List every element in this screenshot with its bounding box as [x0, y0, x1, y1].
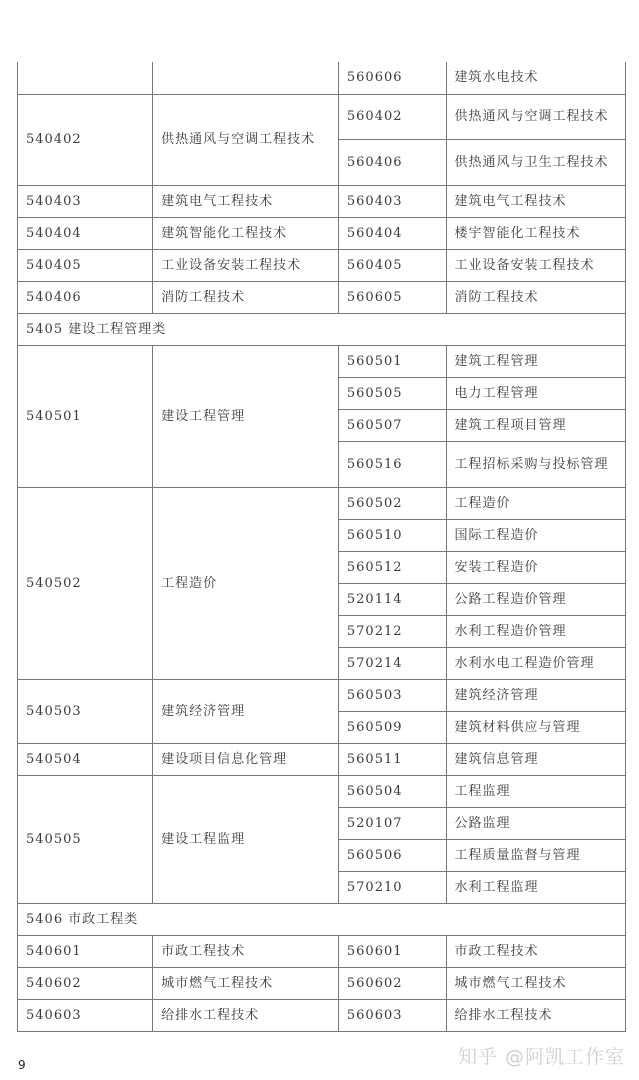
- table-row: [18, 217, 626, 249]
- old-name-cell: 消防工程技术: [153, 281, 339, 313]
- new-name-cell: 水利工程监理: [446, 871, 625, 903]
- category-heading: 5405 建设工程管理类: [18, 313, 626, 345]
- new-code-cell: 560503: [338, 679, 446, 711]
- old-code-cell: 540505: [18, 775, 153, 903]
- old-code-cell: 540403: [18, 185, 153, 217]
- new-code-cell: 520114: [338, 583, 446, 615]
- category-row: [18, 903, 626, 935]
- new-code-cell: 560501: [338, 345, 446, 377]
- new-name-cell: 工程招标采购与投标管理: [446, 441, 625, 487]
- old-name-cell: 市政工程技术: [153, 935, 339, 967]
- new-code-cell: 560404: [338, 217, 446, 249]
- new-code-cell: 560505: [338, 377, 446, 409]
- new-code-cell: 560506: [338, 839, 446, 871]
- new-name-cell: 建筑电气工程技术: [446, 185, 625, 217]
- old-code-cell: 540503: [18, 679, 153, 743]
- new-name-cell: 建筑工程管理: [446, 345, 625, 377]
- table-row: [18, 775, 626, 807]
- new-name-cell: 供热通风与空调工程技术: [446, 94, 625, 139]
- table-row: [18, 935, 626, 967]
- old-code-cell: 540404: [18, 217, 153, 249]
- new-name-cell: 工程造价: [446, 487, 625, 519]
- new-code-cell: 560516: [338, 441, 446, 487]
- old-code-cell: 540603: [18, 999, 153, 1031]
- old-name-cell: 建筑电气工程技术: [153, 185, 339, 217]
- new-code-cell: 560601: [338, 935, 446, 967]
- old-code-cell: 540406: [18, 281, 153, 313]
- old-name-cell: 建设工程管理: [153, 345, 339, 487]
- new-name-cell: 给排水工程技术: [446, 999, 625, 1031]
- new-code-cell: 560507: [338, 409, 446, 441]
- new-name-cell: 建筑水电技术: [446, 62, 625, 94]
- new-name-cell: 安装工程造价: [446, 551, 625, 583]
- new-code-cell: 570212: [338, 615, 446, 647]
- new-name-cell: 消防工程技术: [446, 281, 625, 313]
- new-code-cell: 560512: [338, 551, 446, 583]
- new-name-cell: 建筑工程项目管理: [446, 409, 625, 441]
- new-code-cell: 560403: [338, 185, 446, 217]
- old-name-cell: [153, 62, 339, 94]
- old-name-cell: 建设工程监理: [153, 775, 339, 903]
- table-row: [18, 743, 626, 775]
- new-name-cell: 工程监理: [446, 775, 625, 807]
- new-code-cell: 560511: [338, 743, 446, 775]
- new-code-cell: 560405: [338, 249, 446, 281]
- new-name-cell: 供热通风与卫生工程技术: [446, 139, 625, 185]
- old-code-cell: 540405: [18, 249, 153, 281]
- page-number: 9: [18, 1058, 26, 1072]
- new-name-cell: 建筑信息管理: [446, 743, 625, 775]
- old-code-cell: 540402: [18, 94, 153, 185]
- old-code-cell: 540501: [18, 345, 153, 487]
- new-code-cell: 560406: [338, 139, 446, 185]
- new-name-cell: 建筑材料供应与管理: [446, 711, 625, 743]
- table-row: [18, 967, 626, 999]
- new-name-cell: 楼宇智能化工程技术: [446, 217, 625, 249]
- new-name-cell: 国际工程造价: [446, 519, 625, 551]
- new-code-cell: 570210: [338, 871, 446, 903]
- new-code-cell: 520107: [338, 807, 446, 839]
- new-name-cell: 水利工程造价管理: [446, 615, 625, 647]
- table-row: [18, 185, 626, 217]
- old-name-cell: 工程造价: [153, 487, 339, 679]
- old-name-cell: 建筑经济管理: [153, 679, 339, 743]
- table-row: [18, 345, 626, 377]
- old-name-cell: 建筑智能化工程技术: [153, 217, 339, 249]
- new-name-cell: 公路监理: [446, 807, 625, 839]
- category-row: [18, 313, 626, 345]
- new-name-cell: 建筑经济管理: [446, 679, 625, 711]
- category-heading: 5406 市政工程类: [18, 903, 626, 935]
- old-name-cell: 供热通风与空调工程技术: [153, 94, 339, 185]
- new-name-cell: 公路工程造价管理: [446, 583, 625, 615]
- table-row: [18, 487, 626, 519]
- old-name-cell: 工业设备安装工程技术: [153, 249, 339, 281]
- table-row: [18, 999, 626, 1031]
- new-code-cell: 570214: [338, 647, 446, 679]
- new-code-cell: 560603: [338, 999, 446, 1031]
- major-mapping-table: [17, 62, 626, 1032]
- new-code-cell: 560502: [338, 487, 446, 519]
- new-name-cell: 工业设备安装工程技术: [446, 249, 625, 281]
- old-code-cell: [18, 62, 153, 94]
- new-name-cell: 工程质量监督与管理: [446, 839, 625, 871]
- watermark: 知乎 @阿凯工作室: [457, 1046, 625, 1068]
- new-name-cell: 电力工程管理: [446, 377, 625, 409]
- table-row: [18, 94, 626, 139]
- old-code-cell: 540504: [18, 743, 153, 775]
- new-code-cell: 560606: [338, 62, 446, 94]
- new-code-cell: 560402: [338, 94, 446, 139]
- new-name-cell: 城市燃气工程技术: [446, 967, 625, 999]
- old-name-cell: 建设项目信息化管理: [153, 743, 339, 775]
- table-row: [18, 679, 626, 711]
- old-code-cell: 540602: [18, 967, 153, 999]
- new-code-cell: 560509: [338, 711, 446, 743]
- old-name-cell: 给排水工程技术: [153, 999, 339, 1031]
- new-code-cell: 560504: [338, 775, 446, 807]
- new-code-cell: 560602: [338, 967, 446, 999]
- table-row: [18, 249, 626, 281]
- table-row: [18, 62, 626, 94]
- new-name-cell: 水利水电工程造价管理: [446, 647, 625, 679]
- old-code-cell: 540502: [18, 487, 153, 679]
- new-name-cell: 市政工程技术: [446, 935, 625, 967]
- new-code-cell: 560605: [338, 281, 446, 313]
- old-name-cell: 城市燃气工程技术: [153, 967, 339, 999]
- old-code-cell: 540601: [18, 935, 153, 967]
- table-row: [18, 281, 626, 313]
- new-code-cell: 560510: [338, 519, 446, 551]
